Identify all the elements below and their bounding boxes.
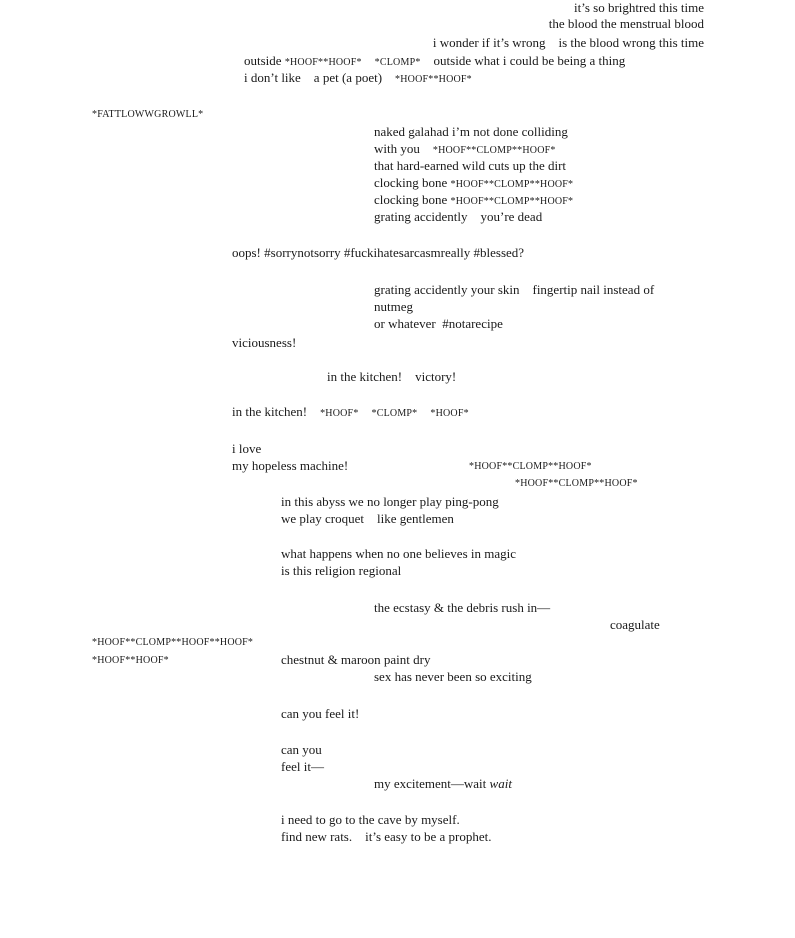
sound-hoof: *HOOF**HOOF* xyxy=(395,74,472,85)
poem-line: chestnut & maroon paint dry xyxy=(281,652,431,667)
line-text: i don’t like a pet (a poet) xyxy=(244,70,396,85)
poem-line xyxy=(374,141,556,159)
line-text-italic: wait xyxy=(489,776,512,791)
poem-line: or whatever #notarecipe xyxy=(374,316,503,331)
poem-line: the ecstasy & the debris rush in— xyxy=(374,600,551,615)
sound-hoof: *HOOF**HOOF* xyxy=(284,57,362,68)
poem-line: grating accidently you’re dead xyxy=(374,209,543,224)
poem-line xyxy=(232,404,469,422)
line-text: my excitement—wait xyxy=(374,776,490,791)
sound-hoof-clomp: *HOOF**CLOMP**HOOF**HOOF* xyxy=(92,637,254,648)
sound-hoof: *HOOF* xyxy=(320,408,359,419)
sound-clomp: *CLOMP* xyxy=(371,408,418,419)
poem-line: in the kitchen! victory! xyxy=(327,369,457,384)
line-text: clocking bone xyxy=(374,192,451,207)
line-text xyxy=(362,53,375,68)
poem-line: we play croquet like gentlemen xyxy=(281,511,454,526)
poem-line xyxy=(244,53,625,71)
poem-line: feel it— xyxy=(281,759,324,774)
sound-clomp: *CLOMP* xyxy=(374,57,421,68)
poem-line: can you feel it! xyxy=(281,706,360,721)
poem-line: the blood the menstrual blood xyxy=(548,16,704,31)
sound-growl: *FATTLOWWGROWLL* xyxy=(92,109,204,120)
sound-hoof: *HOOF* xyxy=(430,408,469,419)
poem-line: oops! #sorrynotsorry #fuckihatesarcasmreally #blessed? xyxy=(232,245,525,260)
poem-line xyxy=(374,175,573,193)
poem-line xyxy=(374,776,512,792)
poem-line: grating accidently your skin fingertip nail instead of xyxy=(374,282,655,297)
poem-line: i wonder if it’s wrong is the blood wrong this time xyxy=(432,35,704,50)
poem-line: coagulate xyxy=(610,617,660,632)
poem-line: what happens when no one believes in magic xyxy=(281,546,517,561)
poem-line xyxy=(244,70,472,88)
sound-hoof-clomp: *HOOF**CLOMP**HOOF* xyxy=(469,461,592,472)
line-text: outside what i could be being a thing xyxy=(420,53,626,68)
poem-line: viciousness! xyxy=(232,335,297,350)
poem-line: find new rats. it’s easy to be a prophet. xyxy=(281,829,492,844)
sound-hoof-clomp: *HOOF**CLOMP**HOOF* xyxy=(450,196,574,207)
poem-line xyxy=(374,192,573,210)
line-text: in the kitchen! xyxy=(232,404,321,419)
poem-line: that hard-earned wild cuts up the dirt xyxy=(374,158,567,173)
poem-line: can you xyxy=(281,742,322,757)
poem-line: is this religion regional xyxy=(281,563,402,578)
poem-line: i love xyxy=(232,441,262,456)
sound-hoof-clomp: *HOOF**CLOMP**HOOF* xyxy=(450,179,574,190)
sound-hoof-clomp: *HOOF**CLOMP**HOOF* xyxy=(515,478,638,489)
poem-line: i need to go to the cave by myself. xyxy=(281,812,460,827)
poem-line: my hopeless machine! xyxy=(232,458,349,473)
line-text: clocking bone xyxy=(374,175,451,190)
poem-line: sex has never been so exciting xyxy=(374,669,532,684)
sound-hoof: *HOOF**HOOF* xyxy=(92,655,169,666)
sound-hoof-clomp: *HOOF**CLOMP**HOOF* xyxy=(432,145,556,156)
poem-line: it’s so brightred this time xyxy=(574,0,704,15)
line-text: with you xyxy=(374,141,433,156)
line-text xyxy=(417,404,430,419)
poem-line: nutmeg xyxy=(374,299,413,314)
poem-line: in this abyss we no longer play ping-pong xyxy=(281,494,499,509)
line-text xyxy=(359,404,372,419)
poem-line: naked galahad i’m not done colliding xyxy=(374,124,568,139)
line-text: outside xyxy=(244,53,285,68)
